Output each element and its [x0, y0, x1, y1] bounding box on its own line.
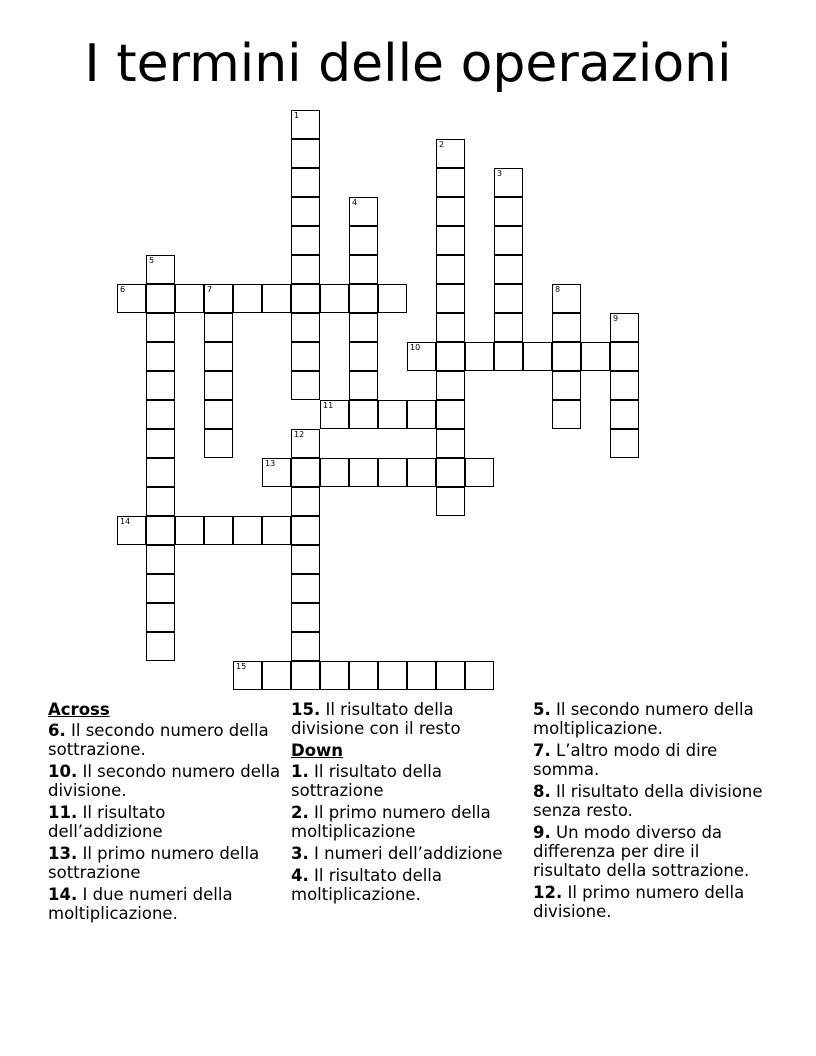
grid-cell[interactable] [436, 313, 465, 342]
grid-cell[interactable] [291, 255, 320, 284]
cell-number: 15 [236, 662, 247, 671]
grid-cell[interactable] [146, 371, 175, 400]
grid-cell[interactable] [378, 458, 407, 487]
grid-cell[interactable] [146, 632, 175, 661]
clue-down-3: 3. I numeri dell’addizione [291, 844, 503, 863]
grid-cell[interactable] [436, 661, 465, 690]
grid-cell[interactable] [436, 458, 465, 487]
grid-cell[interactable] [349, 197, 378, 226]
grid-cell[interactable] [494, 255, 523, 284]
grid-cell[interactable] [494, 342, 523, 371]
grid-cell[interactable] [349, 313, 378, 342]
grid-cell[interactable] [146, 400, 175, 429]
grid-cell[interactable] [291, 139, 320, 168]
grid-cell[interactable] [233, 661, 262, 690]
grid-cell[interactable] [233, 284, 262, 313]
grid-cell[interactable] [204, 371, 233, 400]
grid-cell[interactable] [436, 400, 465, 429]
grid-cell[interactable] [407, 661, 436, 690]
grid-cell[interactable] [291, 371, 320, 400]
clue-down-5: 5. Il secondo numero della moltiplicazione. [533, 700, 754, 738]
grid-cell[interactable] [349, 226, 378, 255]
grid-cell[interactable] [291, 284, 320, 313]
grid-cell[interactable] [291, 458, 320, 487]
grid-cell[interactable] [523, 342, 552, 371]
grid-cell[interactable] [494, 197, 523, 226]
grid-cell[interactable] [175, 284, 204, 313]
clues-column-1 [48, 700, 284, 926]
grid-cell[interactable] [175, 516, 204, 545]
grid-cell[interactable] [233, 516, 262, 545]
grid-cell[interactable] [494, 168, 523, 197]
clue-across-11: 11. Il risultato dell’addizione [48, 803, 166, 841]
grid-cell[interactable] [494, 313, 523, 342]
grid-cell[interactable] [204, 516, 233, 545]
grid-cell[interactable] [407, 342, 436, 371]
grid-cell[interactable] [262, 516, 291, 545]
grid-cell[interactable] [436, 342, 465, 371]
grid-cell[interactable] [552, 371, 581, 400]
grid-cell[interactable] [610, 371, 639, 400]
cell-number: 12 [294, 430, 305, 439]
grid-cell[interactable] [320, 458, 349, 487]
grid-cell[interactable] [378, 400, 407, 429]
clue-down-2: 2. Il primo numero della moltiplicazione [291, 803, 491, 841]
grid-cell[interactable] [494, 226, 523, 255]
grid-cell[interactable] [436, 284, 465, 313]
grid-cell[interactable] [465, 342, 494, 371]
clue-across-6: 6. Il secondo numero della sottrazione. [48, 721, 269, 759]
grid-cell[interactable] [610, 342, 639, 371]
clue-down-8: 8. Il risultato della divisione senza resto. [533, 782, 763, 820]
down-heading: Down [291, 741, 344, 760]
grid-cell[interactable] [204, 284, 233, 313]
clue-down-9: 9. Un modo diverso da differenza per dire il risultato della sottrazione. [533, 823, 750, 880]
grid-cell[interactable] [146, 313, 175, 342]
grid-cell[interactable] [436, 371, 465, 400]
grid-cell[interactable] [291, 313, 320, 342]
cell-number: 1 [294, 111, 300, 120]
across-heading: Across [48, 700, 110, 719]
grid-cell[interactable] [291, 197, 320, 226]
grid-cell[interactable] [349, 371, 378, 400]
grid-cell[interactable] [349, 458, 378, 487]
grid-cell[interactable] [378, 284, 407, 313]
grid-cell[interactable] [291, 661, 320, 690]
cell-number: 6 [120, 285, 126, 294]
cell-number: 4 [352, 198, 358, 207]
grid-cell[interactable] [552, 342, 581, 371]
grid-cell[interactable] [204, 313, 233, 342]
cell-number: 7 [207, 285, 213, 294]
clue-across-15: 15. Il risultato della divisione con il resto [291, 700, 461, 738]
grid-cell[interactable] [291, 110, 320, 139]
clue-down-12: 12. Il primo numero della divisione. [533, 883, 745, 921]
grid-cell[interactable] [581, 342, 610, 371]
grid-cell[interactable] [436, 226, 465, 255]
grid-cell[interactable] [146, 429, 175, 458]
grid-cell[interactable] [146, 516, 175, 545]
grid-cell[interactable] [436, 255, 465, 284]
cell-number: 14 [120, 517, 131, 526]
grid-cell[interactable] [291, 632, 320, 661]
grid-cell[interactable] [204, 342, 233, 371]
clue-across-10: 10. Il secondo numero della divisione. [48, 762, 281, 800]
cell-number: 5 [149, 256, 155, 265]
clues-column-2 [291, 700, 527, 907]
grid-cell[interactable] [117, 516, 146, 545]
grid-cell[interactable] [378, 661, 407, 690]
grid-cell[interactable] [436, 197, 465, 226]
grid-cell[interactable] [320, 284, 349, 313]
grid-cell[interactable] [349, 284, 378, 313]
grid-cell[interactable] [291, 168, 320, 197]
grid-cell[interactable] [146, 545, 175, 574]
grid-cell[interactable] [465, 661, 494, 690]
grid-cell[interactable] [291, 516, 320, 545]
grid-cell[interactable] [349, 255, 378, 284]
grid-cell[interactable] [146, 255, 175, 284]
grid-cell[interactable] [204, 429, 233, 458]
clue-down-1: 1. Il risultato della sottrazione [291, 762, 442, 800]
grid-cell[interactable] [117, 284, 146, 313]
grid-cell[interactable] [552, 284, 581, 313]
grid-cell[interactable] [291, 574, 320, 603]
grid-cell[interactable] [146, 342, 175, 371]
cell-number: 11 [323, 401, 334, 410]
grid-cell[interactable] [146, 458, 175, 487]
grid-cell[interactable] [146, 603, 175, 632]
grid-cell[interactable] [204, 400, 233, 429]
grid-cell[interactable] [291, 545, 320, 574]
grid-cell[interactable] [320, 400, 349, 429]
grid-cell[interactable] [349, 661, 378, 690]
clue-across-13: 13. Il primo numero della sottrazione [48, 844, 260, 882]
grid-cell[interactable] [291, 429, 320, 458]
grid-cell[interactable] [349, 342, 378, 371]
grid-cell[interactable] [436, 168, 465, 197]
grid-cell[interactable] [320, 661, 349, 690]
clue-down-4: 4. Il risultato della moltiplicazione. [291, 866, 442, 904]
grid-cell[interactable] [436, 429, 465, 458]
grid-cell[interactable] [291, 603, 320, 632]
clues-column-3 [533, 700, 769, 924]
grid-cell[interactable] [349, 400, 378, 429]
grid-cell[interactable] [436, 139, 465, 168]
grid-cell[interactable] [291, 487, 320, 516]
grid-cell[interactable] [552, 313, 581, 342]
grid-cell[interactable] [610, 429, 639, 458]
cell-number: 2 [439, 140, 445, 149]
grid-cell[interactable] [262, 458, 291, 487]
puzzle-title: I termini delle operazioni [84, 34, 732, 94]
grid-cell[interactable] [436, 487, 465, 516]
grid-cell[interactable] [291, 226, 320, 255]
cell-number: 3 [497, 169, 503, 178]
cell-number: 8 [555, 285, 561, 294]
grid-cell[interactable] [407, 458, 436, 487]
grid-cell[interactable] [610, 400, 639, 429]
cell-number: 13 [265, 459, 276, 468]
grid-cell[interactable] [552, 400, 581, 429]
grid-cell[interactable] [262, 661, 291, 690]
clue-down-7: 7. L’altro modo di dire somma. [533, 741, 718, 779]
grid-cell[interactable] [262, 284, 291, 313]
grid-cell[interactable] [146, 574, 175, 603]
grid-cell[interactable] [407, 400, 436, 429]
grid-cell[interactable] [291, 342, 320, 371]
grid-cell[interactable] [494, 284, 523, 313]
cell-number: 10 [410, 343, 421, 352]
clue-across-14: 14. I due numeri della moltiplicazione. [48, 885, 233, 923]
grid-cell[interactable] [146, 284, 175, 313]
grid-cell[interactable] [146, 487, 175, 516]
grid-cell[interactable] [610, 313, 639, 342]
grid-cell[interactable] [465, 458, 494, 487]
cell-number: 9 [613, 314, 619, 323]
